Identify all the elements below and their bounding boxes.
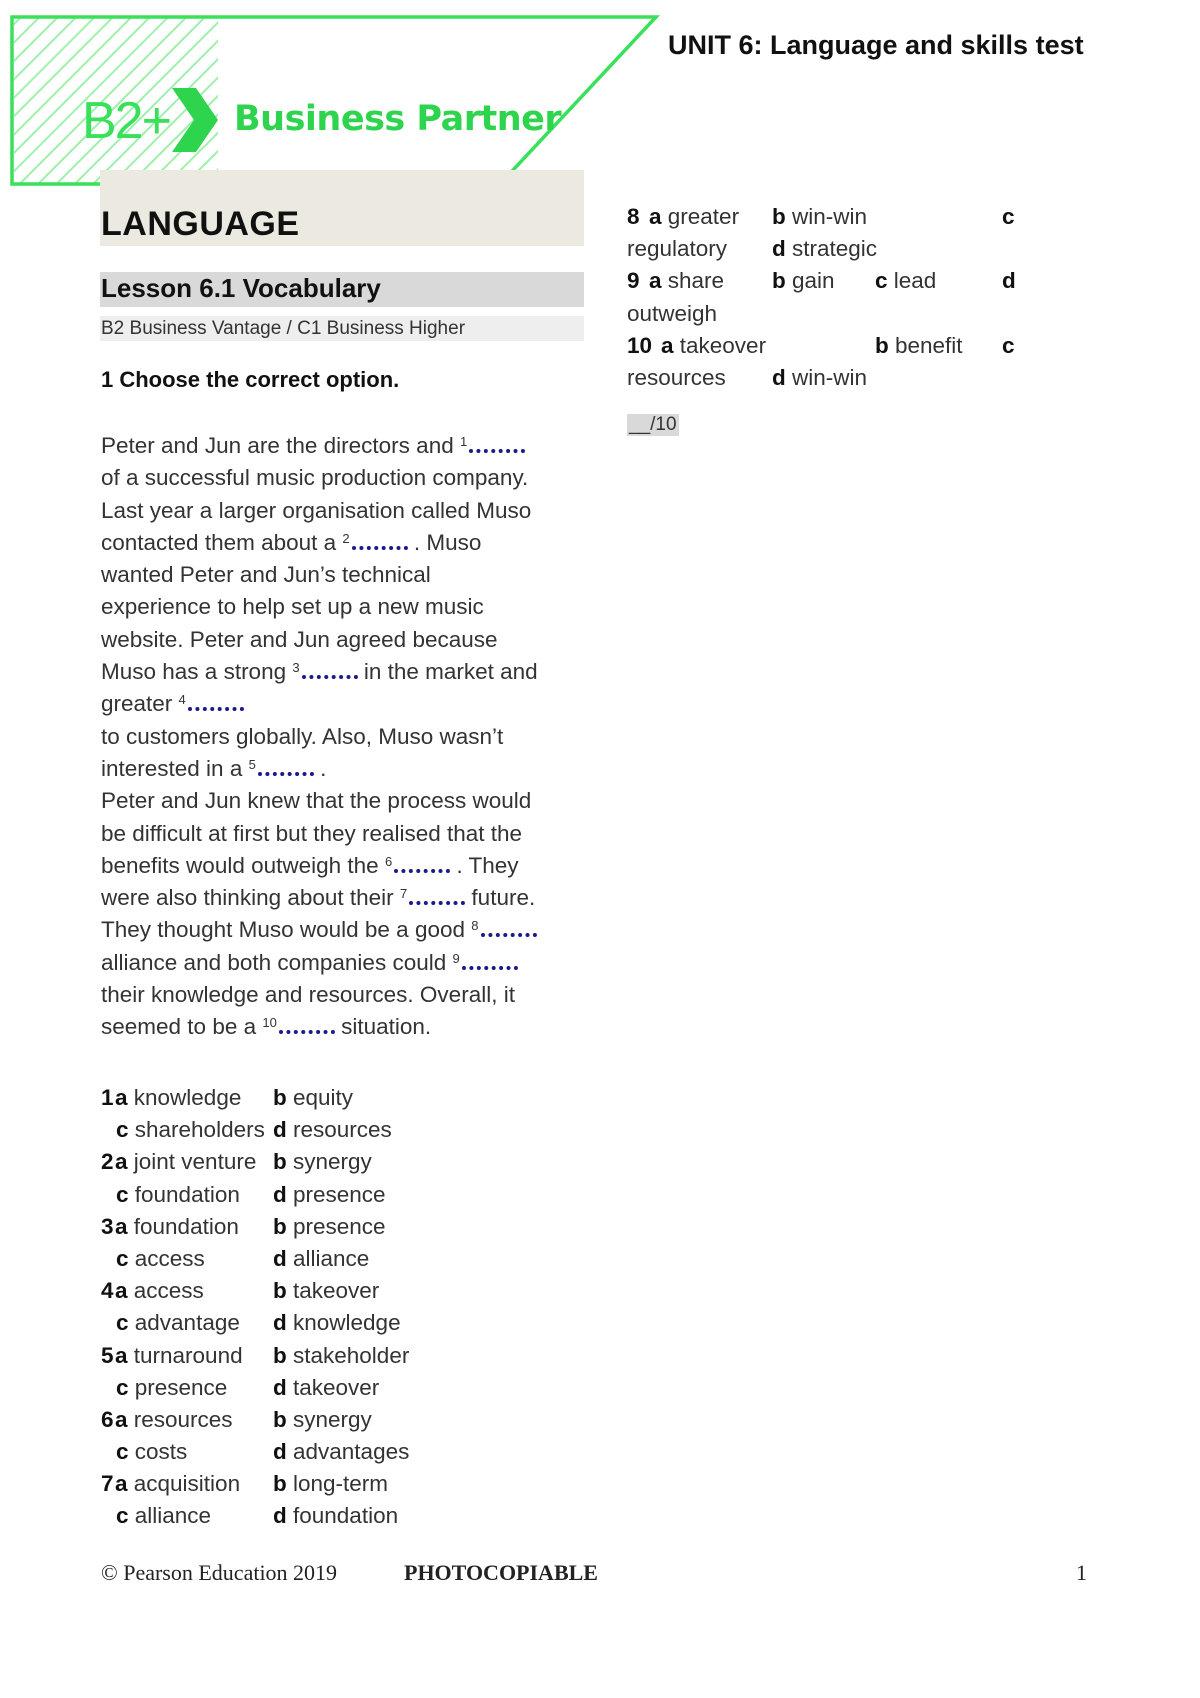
- option-letter: b: [273, 1085, 293, 1110]
- option-letter: c: [116, 1181, 135, 1207]
- passage-line: [101, 882, 591, 914]
- option-d[interactable]: [772, 362, 867, 394]
- page-number: 1: [1076, 1560, 1087, 1585]
- passage-line: [101, 850, 591, 882]
- option-letter: d: [273, 1245, 293, 1271]
- passage-text: They thought Muso would be a good: [101, 917, 472, 943]
- option-c[interactable]: regulatory: [627, 236, 728, 262]
- section-heading: LANGUAGE: [101, 205, 300, 243]
- option-text: foundation: [293, 1503, 399, 1529]
- option-c[interactable]: [116, 1179, 240, 1211]
- gap-number: 2: [342, 530, 350, 546]
- gap-number: 7: [399, 886, 408, 902]
- option-letter: b: [772, 204, 792, 229]
- option-b[interactable]: [273, 1211, 386, 1243]
- option-letter: c: [116, 1245, 135, 1271]
- gap-number: 6: [384, 853, 393, 869]
- option-row: [101, 1211, 581, 1243]
- option-text: share: [667, 268, 725, 294]
- option-text: takeover: [293, 1374, 380, 1400]
- option-d[interactable]: [273, 1372, 379, 1404]
- option-c[interactable]: resources: [627, 364, 726, 390]
- passage-line: [101, 947, 591, 979]
- option-letter: c: [875, 268, 894, 294]
- option-d[interactable]: [273, 1500, 398, 1532]
- option-letter: c: [116, 1439, 135, 1465]
- option-text: foundation: [134, 1181, 240, 1207]
- passage-line: [101, 914, 591, 946]
- gap-number: 5: [248, 756, 256, 772]
- option-b[interactable]: [273, 1468, 388, 1500]
- option-text: knowledge: [133, 1085, 242, 1110]
- option-text: win-win: [792, 364, 868, 390]
- option-text: takeover: [293, 1278, 380, 1304]
- answer-blank[interactable]: [469, 445, 525, 453]
- passage-line: [101, 527, 591, 559]
- exercise-instruction: 1 Choose the correct option.: [101, 367, 400, 392]
- option-text: resources: [293, 1117, 392, 1143]
- gap-number: 8: [471, 918, 479, 934]
- option-letter: b: [273, 1342, 293, 1368]
- option-letter: b: [273, 1149, 293, 1175]
- option-b[interactable]: [772, 265, 835, 297]
- passage-text: wanted Peter and Jun’s technical: [101, 562, 431, 588]
- option-text: acquisition: [133, 1471, 241, 1497]
- question-number: 4: [101, 1278, 114, 1304]
- option-row: [627, 330, 1047, 362]
- passage-text: Peter and Jun knew that the process would: [101, 788, 532, 814]
- option-d[interactable]: outweigh: [627, 300, 718, 326]
- option-letter: c: [116, 1310, 135, 1336]
- passage-line: [101, 721, 591, 753]
- option-row: [627, 298, 1047, 330]
- option-text: turnaround: [133, 1342, 243, 1368]
- option-row: [101, 1082, 581, 1114]
- option-d[interactable]: [772, 233, 877, 265]
- passage-line: [101, 785, 591, 817]
- passage-text: interested in a: [101, 755, 249, 781]
- option-row: [101, 1307, 581, 1339]
- passage-line: [101, 559, 591, 591]
- option-text: shareholders: [134, 1117, 265, 1143]
- option-letter: b: [875, 332, 895, 358]
- gap-number: 9: [452, 950, 460, 966]
- passage-text-after: situation.: [334, 1014, 432, 1040]
- option-row: [627, 201, 1047, 233]
- answer-blank[interactable]: [279, 1026, 335, 1034]
- option-letter: d: [273, 1503, 293, 1529]
- option-letter: a: [115, 1278, 134, 1304]
- option-row: [101, 1404, 581, 1436]
- unit-title: UNIT 6: Language and skills test: [668, 30, 1084, 60]
- option-row: [101, 1372, 581, 1404]
- option-a[interactable]: [115, 1340, 243, 1372]
- option-letter: c: [1002, 332, 1015, 358]
- passage-text-after: .: [313, 755, 327, 781]
- lesson-title: Lesson 6.1 Vocabulary: [101, 273, 381, 303]
- option-letter: c: [116, 1117, 135, 1143]
- exam-levels: B2 Business Vantage / C1 Business Higher: [101, 318, 466, 339]
- passage-line: [101, 495, 591, 527]
- option-b[interactable]: [875, 330, 963, 362]
- option-text: knowledge: [293, 1310, 401, 1336]
- passage-line: [101, 688, 591, 720]
- option-letter: d: [273, 1310, 293, 1336]
- option-letter: c: [116, 1503, 135, 1529]
- option-text: alliance: [134, 1503, 212, 1529]
- option-d[interactable]: [273, 1243, 369, 1275]
- passage-line: [101, 656, 591, 688]
- option-row: [627, 265, 1047, 297]
- option-a[interactable]: [115, 1082, 241, 1114]
- option-row: [101, 1500, 581, 1532]
- option-letter: b: [273, 1278, 293, 1304]
- passage-text: of a successful music production company.: [101, 465, 529, 491]
- option-row: [101, 1436, 581, 1468]
- option-text: equity: [293, 1085, 354, 1110]
- option-b[interactable]: [273, 1082, 353, 1114]
- option-letter: b: [772, 268, 792, 294]
- option-b[interactable]: [273, 1146, 372, 1178]
- option-c[interactable]: [116, 1436, 187, 1468]
- passage-text: website. Peter and Jun agreed because: [101, 626, 498, 652]
- answer-blank[interactable]: [409, 897, 465, 905]
- option-text: long-term: [293, 1471, 389, 1497]
- score-field[interactable]: __/10: [629, 414, 677, 435]
- option-a[interactable]: [115, 1404, 233, 1436]
- option-a[interactable]: [115, 1211, 239, 1243]
- option-text: advantage: [134, 1310, 240, 1336]
- passage-text: Last year a larger organisation called Muso: [101, 497, 532, 523]
- option-row: [627, 362, 1047, 394]
- option-letter: a: [115, 1342, 134, 1368]
- passage-line: [101, 1011, 591, 1043]
- option-text: access: [134, 1245, 205, 1271]
- option-letter: a: [649, 268, 668, 294]
- question-number: 6: [101, 1406, 114, 1432]
- option-b[interactable]: [772, 201, 867, 233]
- option-text: alliance: [293, 1245, 370, 1271]
- option-a[interactable]: [649, 201, 739, 233]
- option-letter: a: [115, 1149, 134, 1175]
- gap-number: 10: [262, 1015, 277, 1031]
- passage-text: Muso has a strong: [101, 659, 293, 685]
- option-b[interactable]: [273, 1404, 372, 1436]
- option-letter: a: [115, 1213, 134, 1239]
- option-text: presence: [293, 1181, 386, 1207]
- option-letter: c: [116, 1374, 135, 1400]
- option-a[interactable]: [115, 1146, 256, 1178]
- question-number: 2: [101, 1149, 114, 1175]
- option-row: [627, 233, 1047, 265]
- option-row: [101, 1468, 581, 1500]
- passage-line: [101, 462, 591, 494]
- option-d[interactable]: [273, 1114, 392, 1146]
- gap-number: 4: [178, 692, 186, 708]
- option-c[interactable]: [116, 1372, 227, 1404]
- passage-text: alliance and both companies could: [101, 949, 453, 975]
- option-row: [101, 1243, 581, 1275]
- option-letter: d: [1002, 268, 1016, 294]
- option-text: stakeholder: [293, 1342, 410, 1368]
- passage-line: [101, 591, 591, 623]
- option-row: [101, 1179, 581, 1211]
- options-list-right: [627, 201, 1047, 394]
- answer-blank[interactable]: [394, 865, 450, 873]
- option-letter: b: [273, 1471, 293, 1497]
- option-letter: a: [115, 1085, 134, 1110]
- option-a[interactable]: [115, 1275, 204, 1307]
- footer-copyright: © Pearson Education 2019: [101, 1560, 338, 1585]
- option-text: gain: [792, 268, 835, 294]
- option-text: advantages: [293, 1439, 410, 1465]
- footer-photocopiable: PHOTOCOPIABLE: [404, 1560, 598, 1585]
- answer-blank[interactable]: [352, 542, 408, 550]
- option-d[interactable]: [273, 1436, 409, 1468]
- answer-blank[interactable]: [258, 768, 314, 776]
- passage-line: [101, 430, 591, 462]
- answer-blank[interactable]: [481, 929, 537, 937]
- option-row: [101, 1340, 581, 1372]
- option-letter: d: [772, 236, 792, 262]
- option-letter: d: [273, 1117, 293, 1143]
- passage-line: [101, 624, 591, 656]
- option-letter: b: [273, 1406, 293, 1432]
- option-text: joint venture: [133, 1149, 257, 1175]
- option-letter: a: [115, 1406, 134, 1432]
- option-c[interactable]: [116, 1500, 211, 1532]
- gap-number: 1: [459, 434, 468, 449]
- option-b[interactable]: [273, 1275, 379, 1307]
- option-text: synergy: [293, 1149, 372, 1175]
- passage-text-after: in the market and: [357, 659, 538, 685]
- option-a[interactable]: [115, 1468, 240, 1500]
- answer-blank[interactable]: [302, 671, 358, 679]
- passage-text: were also thinking about their: [101, 885, 400, 911]
- question-number: 1: [101, 1085, 114, 1110]
- option-text: costs: [134, 1439, 188, 1465]
- option-letter: a: [649, 204, 668, 229]
- gap-fill-passage: [101, 430, 591, 1044]
- option-text: benefit: [895, 332, 963, 358]
- question-number: 10: [627, 332, 653, 358]
- gap-number: 3: [292, 660, 300, 676]
- option-row: [101, 1114, 581, 1146]
- option-row: [101, 1275, 581, 1307]
- option-letter: d: [273, 1181, 293, 1207]
- option-letter: d: [273, 1439, 293, 1465]
- passage-text: greater: [101, 691, 179, 717]
- passage-text-after: . Muso: [407, 529, 482, 555]
- answer-blank[interactable]: [188, 703, 244, 711]
- option-c[interactable]: [116, 1114, 265, 1146]
- passage-text: contacted them about a: [101, 529, 343, 555]
- brand-name: Business Partner: [234, 99, 562, 139]
- option-text: takeover: [679, 332, 767, 358]
- option-letter: a: [661, 332, 680, 358]
- option-d[interactable]: [273, 1179, 386, 1211]
- option-c[interactable]: [116, 1307, 240, 1339]
- option-letter: d: [273, 1374, 293, 1400]
- passage-line: [101, 979, 591, 1011]
- option-text: lead: [893, 268, 937, 294]
- option-text: presence: [134, 1374, 228, 1400]
- option-letter: c: [1002, 204, 1015, 229]
- options-list-left: [101, 1082, 581, 1533]
- option-row: [101, 1146, 581, 1178]
- question-number: 3: [101, 1213, 114, 1239]
- question-number: 5: [101, 1342, 114, 1368]
- option-text: win-win: [792, 204, 868, 229]
- passage-text: experience to help set up a new music: [101, 594, 484, 620]
- option-text: access: [133, 1278, 204, 1304]
- option-text: strategic: [792, 236, 878, 262]
- option-d[interactable]: [273, 1307, 401, 1339]
- passage-text: Peter and Jun are the directors and: [101, 433, 460, 458]
- passage-text: benefits would outweigh the: [101, 852, 385, 878]
- option-letter: b: [273, 1213, 293, 1239]
- passage-text: their knowledge and resources. Overall, it: [101, 982, 515, 1008]
- option-c[interactable]: [875, 265, 936, 297]
- question-number: 8: [627, 204, 640, 229]
- option-b[interactable]: [273, 1340, 409, 1372]
- option-a[interactable]: [661, 330, 766, 362]
- option-text: presence: [293, 1213, 386, 1239]
- passage-line: [101, 818, 591, 850]
- option-c[interactable]: [116, 1243, 205, 1275]
- passage-text-after: . They: [450, 852, 519, 878]
- question-number: 7: [101, 1471, 114, 1497]
- option-text: synergy: [293, 1406, 372, 1432]
- passage-text-after: future.: [465, 885, 536, 911]
- brand-level: B2+: [82, 92, 170, 150]
- option-letter: a: [115, 1471, 134, 1497]
- option-letter: d: [772, 364, 792, 390]
- answer-blank[interactable]: [462, 962, 518, 970]
- option-text: greater: [667, 204, 740, 229]
- passage-line: [101, 753, 591, 785]
- option-text: resources: [133, 1406, 233, 1432]
- passage-text: seemed to be a: [101, 1014, 263, 1040]
- passage-text: be difficult at first but they realised that the: [101, 820, 523, 846]
- passage-text: to customers globally. Also, Muso wasn’t: [101, 723, 504, 749]
- option-a[interactable]: [649, 265, 724, 297]
- question-number: 9: [627, 268, 640, 294]
- option-text: foundation: [133, 1213, 239, 1239]
